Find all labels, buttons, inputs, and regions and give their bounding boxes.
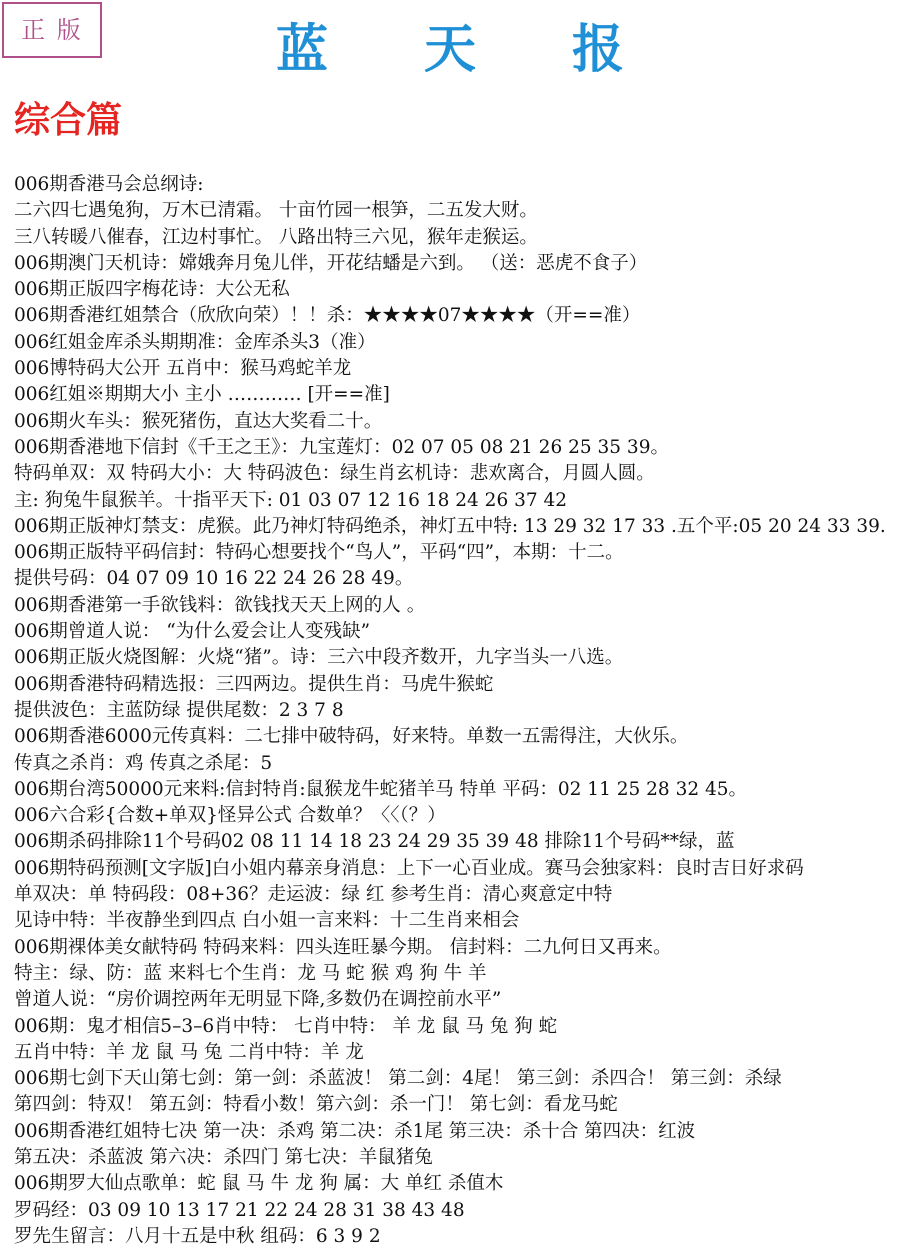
text-line: 006期七剑下天山第七剑：第一剑：杀蓝波！ 第二剑：4尾！ 第三剑：杀四合！ 第三剑：杀绿	[14, 1068, 782, 1090]
text-line: 006期罗大仙点歌单：蛇 鼠 马 牛 龙 狗 属：大 单红 杀值木	[14, 1173, 504, 1195]
text-line: 特码单双：双 特码大小：大 特码波色：绿生肖玄机诗：悲欢离合，月圆人圆。	[14, 463, 655, 485]
text-line: 006期香港红姐特七决 第一决：杀鸡 第二决：杀1尾 第三决：杀十合 第四决：红波	[14, 1120, 696, 1142]
text-line: 006期裸体美女献特码 特码来料：四头连旺暴今期。 信封料：二九何日又再来。	[14, 936, 672, 958]
text-line: 传真之杀肖：鸡 传真之杀尾：5	[14, 752, 273, 774]
text-line: 特主：绿、防：蓝 来料七个生肖：龙 马 蛇 猴 鸡 狗 牛 羊	[14, 962, 487, 984]
text-line: 单双决：单 特码段：08+36？走运波：绿 红 参考生肖：清心爽意定中特	[14, 884, 613, 906]
text-line: 006期：鬼才相信5–3–6肖中特： 七肖中特： 羊 龙 鼠 马 兔 狗 蛇	[14, 1015, 558, 1037]
text-line: 006六合彩{合数+单双}怪异公式 合数单？〈〈（？）	[14, 805, 446, 827]
text-line: 006期火车头：猴死猪伤，直达大奖看二十。	[14, 410, 383, 432]
text-line: 006期香港第一手欲钱料：欲钱找天天上网的人 。	[14, 594, 426, 616]
text-line: 006期澳门天机诗：嫦娥奔月兔儿伴，开花结蟠是六到。 （送：恶虎不食子）	[14, 252, 648, 274]
newspaper-title	[0, 10, 900, 90]
title-char: 天	[423, 19, 476, 80]
text-line: 006博特码大公开 五肖中：猴马鸡蛇羊龙	[14, 358, 352, 380]
text-line: 提供号码：04 07 09 10 16 22 24 26 28 49。	[14, 568, 414, 590]
text-line: 提供波色：主蓝防绿 提供尾数：2 3 7 8	[14, 699, 344, 721]
text-line: 006红姐金库杀头期期准：金库杀头3（准）	[14, 331, 376, 353]
text-line: 006期台湾50000元来料:信封特肖:鼠猴龙牛蛇猪羊马 特单 平码：02 11 25 28 32 45。	[14, 778, 748, 800]
text-line: 主: 狗兔牛鼠猴羊。十指平天下: 01 03 07 12 16 18 24 26 37 42	[14, 489, 568, 511]
text-line: 三八转暖八催春，江边村事忙。 八路出特三六见，猴年走猴运。	[14, 226, 538, 248]
text-line: 006期香港6000元传真料：二七排中破特码，好来特。单数一五需得注，大伙乐。	[14, 726, 689, 748]
text-line: 二六四七遇兔狗，万木已清霜。 十亩竹园一根笋，二五发大财。	[14, 200, 538, 222]
text-line: 006期正版四字梅花诗：大公无私	[14, 279, 290, 301]
text-line: 第四剑：特双！ 第五剑：特看小数！第六剑：杀一门！ 第七剑：看龙马蛇	[14, 1094, 618, 1116]
text-line: 曾道人说：“房价调控两年无明显下降,多数仍在调控前水平”	[14, 989, 502, 1011]
text-line: 006期香港地下信封《千王之王》：九宝莲灯：02 07 05 08 21 26 25 35 39。	[14, 436, 669, 458]
article-body	[14, 172, 894, 1250]
text-line: 见诗中特：半夜静坐到四点 白小姐一言来料：十二生肖来相会	[14, 910, 520, 932]
text-line: 006期正版火烧图解：火烧“猪”。诗：三六中段齐数开，九字当头一八选。	[14, 647, 624, 669]
text-line: 006期正版特平码信封：特码心想要找个“鸟人”，平码“四”，本期：十二。	[14, 542, 624, 564]
text-line: 006期杀码排除11个号码02 08 11 14 18 23 24 29 35 39 48 排除11个号码**绿，蓝	[14, 831, 735, 853]
authentic-edition-badge: 正 版	[2, 2, 102, 58]
text-line: 五肖中特：羊 龙 鼠 马 兔 二肖中特：羊 龙	[14, 1041, 364, 1063]
text-line: 006红姐※期期大小 主小 ………… [开==准]	[14, 384, 390, 406]
text-line: 006期曾道人说： “为什么爱会让人变残缺”	[14, 621, 371, 643]
section-title: 综合篇	[14, 99, 123, 141]
text-line: 罗码经：03 09 10 13 17 21 22 24 28 31 38 43 48	[14, 1199, 465, 1221]
text-line: 006期香港红姐禁合（欣欣向荣）！！杀：★★★★07★★★★（开==准）	[14, 305, 641, 327]
text-line: 006期香港马会总纲诗:	[14, 174, 204, 195]
text-line: 006期正版神灯禁支：虎猴。此乃神灯特码绝杀，神灯五中特: 13 29 32 17 33 .五个平:05 20 24 33 39.	[14, 515, 886, 537]
text-line: 罗先生留言：八月十五是中秋 组码：6 3 9 2	[14, 1225, 381, 1247]
title-char: 蓝	[275, 19, 328, 80]
text-line: 第五决：杀蓝波 第六决：杀四门 第七决：羊鼠猪兔	[14, 1146, 433, 1168]
title-char: 报	[572, 19, 625, 80]
text-line: 006期特码预测[文字版]白小姐内幕亲身消息：上下一心百业成。赛马会独家料：良时吉日好求码	[14, 857, 804, 879]
text-line: 006期香港特码精选报：三四两边。提供生肖：马虎牛猴蛇	[14, 673, 494, 695]
